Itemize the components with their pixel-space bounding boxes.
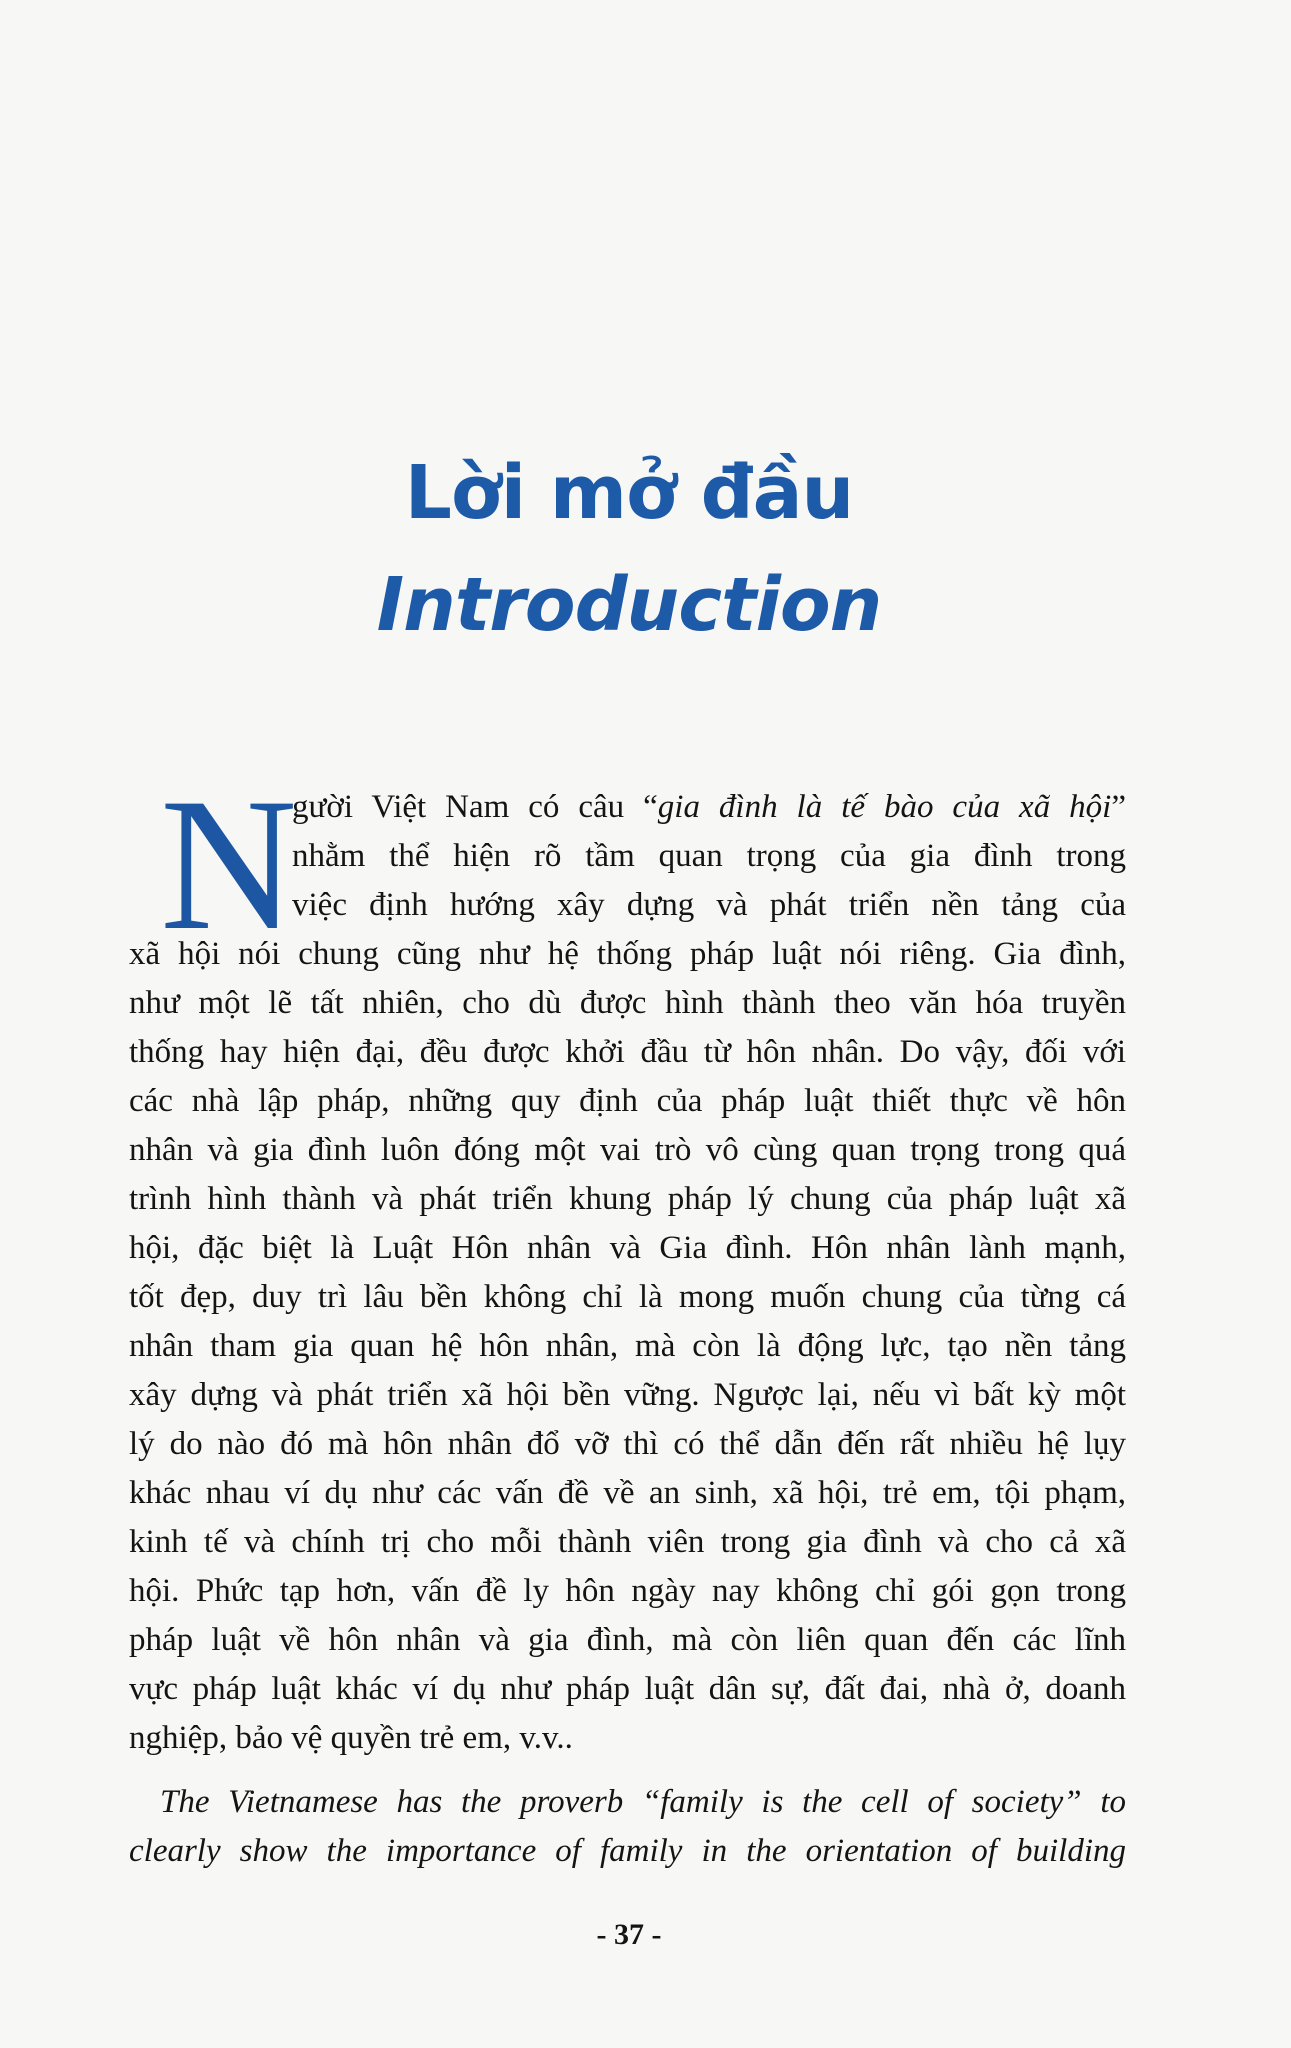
paragraph-line: như một lẽ tất nhiên, cho dù được hình thành theo văn hóa truyền [129,985,1126,1021]
paragraph-line: tốt đẹp, duy trì lâu bền không chỉ là mong muốn chung của từng cá [129,1279,1126,1315]
chapter-title-vietnamese: Lời mở đầu [404,450,854,536]
drop-cap: N [160,760,298,970]
paragraph-line: lý do nào đó mà hôn nhân đổ vỡ thì có thể dẫn đến rất nhiều hệ lụy [129,1426,1126,1462]
paragraph-line: việc định hướng xây dựng và phát triển nền tảng của [292,887,1126,923]
paragraph-line: The Vietnamese has the proverb “family is the cell of society” to [160,1784,1126,1820]
paragraph-line: xây dựng và phát triển xã hội bền vững. Ngược lại, nếu vì bất kỳ một [129,1377,1126,1413]
paragraph-line [292,783,1126,832]
paragraph-line: nhân tham gia quan hệ hôn nhân, mà còn là động lực, tạo nền tảng [129,1328,1126,1364]
paragraph-line: trình hình thành và phát triển khung pháp lý chung của pháp luật xã [129,1181,1126,1217]
paragraph-line: nghiệp, bảo vệ quyền trẻ em, v.v.. [129,1720,573,1756]
paragraph-line: pháp luật về hôn nhân và gia đình, mà còn liên quan đến các lĩnh [129,1622,1126,1658]
chapter-title-english: Introduction [376,562,882,648]
quoted-proverb: gia đình là tế bào của xã hội [657,789,1112,825]
paragraph-line: khác nhau ví dụ như các vấn đề về an sinh, xã hội, trẻ em, tội phạm, [129,1475,1126,1511]
paragraph-line: hội, đặc biệt là Luật Hôn nhân và Gia đình. Hôn nhân lành mạnh, [129,1230,1126,1266]
text: ” [1111,789,1126,825]
paragraph-line: thống hay hiện đại, đều được khởi đầu từ hôn nhân. Do vậy, đối với [129,1034,1126,1070]
paragraph-line: kinh tế và chính trị cho mỗi thành viên trong gia đình và cho cả xã [129,1524,1126,1560]
page-number: - 37 - [596,1918,662,1951]
paragraph-line: clearly show the importance of family in the orientation of building [129,1833,1126,1869]
text: gười Việt Nam có câu “ [292,789,658,825]
paragraph-line: vực pháp luật khác ví dụ như pháp luật dân sự, đất đai, nhà ở, doanh [129,1671,1126,1707]
paragraph-line: xã hội nói chung cũng như hệ thống pháp luật nói riêng. Gia đình, [129,936,1126,972]
paragraph-line: hội. Phức tạp hơn, vấn đề ly hôn ngày nay không chỉ gói gọn trong [129,1573,1126,1609]
paragraph-line: các nhà lập pháp, những quy định của pháp luật thiết thực về hôn [129,1083,1126,1119]
paragraph-line: nhân và gia đình luôn đóng một vai trò vô cùng quan trọng trong quá [129,1132,1126,1168]
paragraph-line: nhằm thể hiện rõ tầm quan trọng của gia đình trong [292,838,1126,874]
